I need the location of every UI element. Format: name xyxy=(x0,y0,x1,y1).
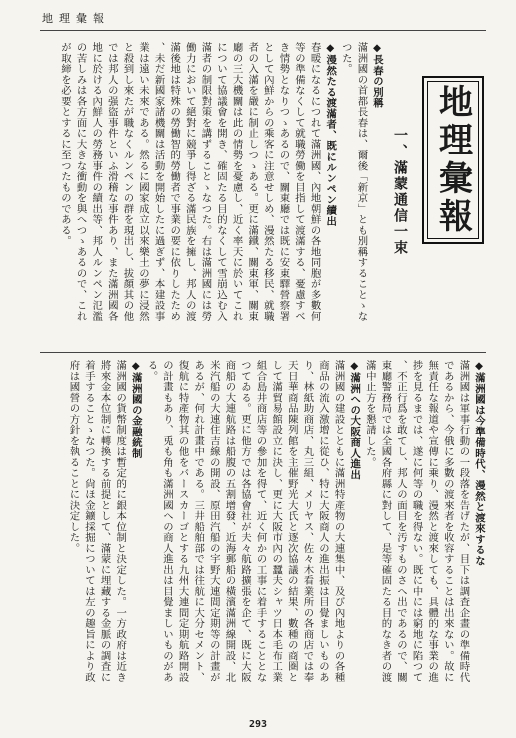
article-text-line: り、林紙助商店、丸三組、メリヤス、佐々木看業所の各商店では奉 xyxy=(301,360,314,683)
article-text-line: 滿洲國の建設とともに滿洲特產物の大連集中、及び內地よりの各種 xyxy=(332,360,345,683)
article-text-line: 地に於ける內鮮人の勞務事件の續出等、邦人ルンペン氾濫 xyxy=(90,42,103,322)
article-text-line: 、未だ新國家諸機關は活動を開始したに過ぎず、本建設事 xyxy=(152,42,165,322)
article-text-line: であるから、今俄に多數の渡來者を收容することは出來ない。故に xyxy=(441,360,454,683)
article-text-line: 商船の大連航路は船腹の五割增發、近海郵船の橫濱滿洲線開設、北 xyxy=(223,360,236,683)
title-box xyxy=(422,76,484,244)
article-text-line: では邦人の强盜事件といふ滑稽な事件あり、また滿洲國各 xyxy=(105,42,118,322)
article-text-line: 春暖になるにつれて滿洲國、內地朝鮮の各地同胞が多數何 xyxy=(308,42,321,322)
article-text-line: して滿貿易館設立に決し、更に大阪市內の蠶夫シャツ日本毛布工業 xyxy=(270,360,283,683)
article-text-line: の計畫もあり、兎も角も滿洲國への商人進出は目覺ましいものがあ xyxy=(160,360,173,683)
article-heading: ◆漫然たる渡滿者、既にルンペン續出 xyxy=(324,42,337,227)
article-heading: ◆滿洲國は今準備時代、漫然と渡來するな xyxy=(472,360,485,566)
article-text-line: として內鮮からの乘客に注意せしめ、漫然たる移民、就職 xyxy=(261,42,274,322)
article-text-line: 滿後地は特殊の勞働智的勞働者で事業の要に依りしたため xyxy=(168,42,181,322)
article-text-line: 將來金本位制に轉換する前提として、滿蒙に埋藏する金脈の調査に xyxy=(98,360,111,683)
article-text-line: 業は遠い未來である。然るに國家成立以來樂土の夢に浸然 xyxy=(136,42,149,322)
band-divider xyxy=(40,352,486,353)
article-text-line: る。 xyxy=(145,360,158,382)
article-text-line: 着手することゝなつた。尙ほ金鑛採掘については左の趣旨により政 xyxy=(82,360,95,683)
article-text-line: つてゐる。更に他方では各協會社が夫々航路擴張を企て、既に大阪 xyxy=(238,360,251,683)
article-text-line: 滿洲國の首都長春は、爾後「新京」とも別稱することゝな xyxy=(355,42,368,322)
article-text-line: 、不正行爲を敢てし、邦人の面目を汚すものさへ出であるので、關 xyxy=(394,360,407,683)
article-text-line: 滿者の制限對策を講ずることゝなつた。右は滿洲國には勞 xyxy=(199,42,212,322)
article-text-line: と殺到し來たが職なくルンペンの群を現出し、拔顏其の他 xyxy=(121,42,134,322)
running-head: 地理彙報 xyxy=(42,12,110,25)
section-heading: 一、滿蒙通信一束 xyxy=(392,128,408,256)
article-text-line: き情勢となりつゝあるので、關東廳では既に安東驛營察署 xyxy=(277,42,290,322)
article-text-line: 者の入滿を嚴に制止しつゝある。更に滿鐵、關東軍、關東 xyxy=(246,42,259,322)
article-text-line: 滿洲國の貨幣制度は暫定的に銀本位制と決定した。一方政府は近き xyxy=(114,360,127,683)
article-text-line: 廳の三大機關は此の情勢を憂慮し、近く率天に於いてこれ xyxy=(230,42,243,322)
article-text-line: つた。 xyxy=(339,42,352,75)
article-text-line: 無責任な報道や宣傳に乘り、漫然と渡來しても、具體的な事業の進 xyxy=(426,360,439,683)
article-text-line: 滿洲國は軍事行動の一段落を告げたが、目下は調査企畫の準備時代 xyxy=(457,360,470,683)
article-heading: ◆長春の別稱 xyxy=(370,42,383,109)
article-text-line: 組合島井商店等の參加を得て、近く何かの工事に着手することとな xyxy=(254,360,267,683)
article-heading: ◆滿洲國の金融統制 xyxy=(129,360,142,459)
article-text-line: 等の準備なくして就職勞働を目指して渡滿する、憂慮すべ xyxy=(292,42,305,322)
article-text-line: 捗を見るまでは、遂に何等の職を得ない。既に中には窮地に陷つて xyxy=(410,360,423,683)
article-text-line: 商品の流入激增に從ひ、特に大阪商人の進出振は目覺ましいものあ xyxy=(316,360,329,683)
article-heading: ◆滿洲への大阪商人進出 xyxy=(348,360,361,480)
article-text-line: 復航に特產物其の他をバースカーゴとする九州大連間定期航路開設 xyxy=(176,360,189,683)
article-text-line: 東廳警務局では全國各府縣に對して、是等確固たる目的なき者の渡 xyxy=(379,360,392,683)
article-text-line: 働力において絕對に競爭し得ざる滿民族を擁し、邦人の渡 xyxy=(183,42,196,322)
page-title: 地理彙報 xyxy=(432,84,473,236)
article-text-line: 米汽船の大連住吉線の開設、原田汽船の宇野大連間定期等の計畫が xyxy=(207,360,220,683)
article-text-line: あるが、何れ計畫中である。三井船舶部では往航に大分セメント、 xyxy=(192,360,205,683)
article-text-line: 滿中止方を懇請した。 xyxy=(363,360,376,468)
article-text-line: の苦しみは各方面に大きな衝動を與へつゝあるので、これ xyxy=(74,42,87,322)
page-number: 293 xyxy=(248,719,268,730)
header-rule xyxy=(40,30,486,31)
article-text-line: 府は國營の方針を執ることに決定した。 xyxy=(67,360,80,554)
article-text-line: について協議會を開き、確固たる目的なくして雪崩込む入 xyxy=(214,42,227,322)
article-text-line: 天日華商品陳列館を主催野光大氏と逐次協議の結果、數種の商圏と xyxy=(285,360,298,683)
article-text-line: が取締を必要とするに至つたものである。 xyxy=(58,42,71,247)
